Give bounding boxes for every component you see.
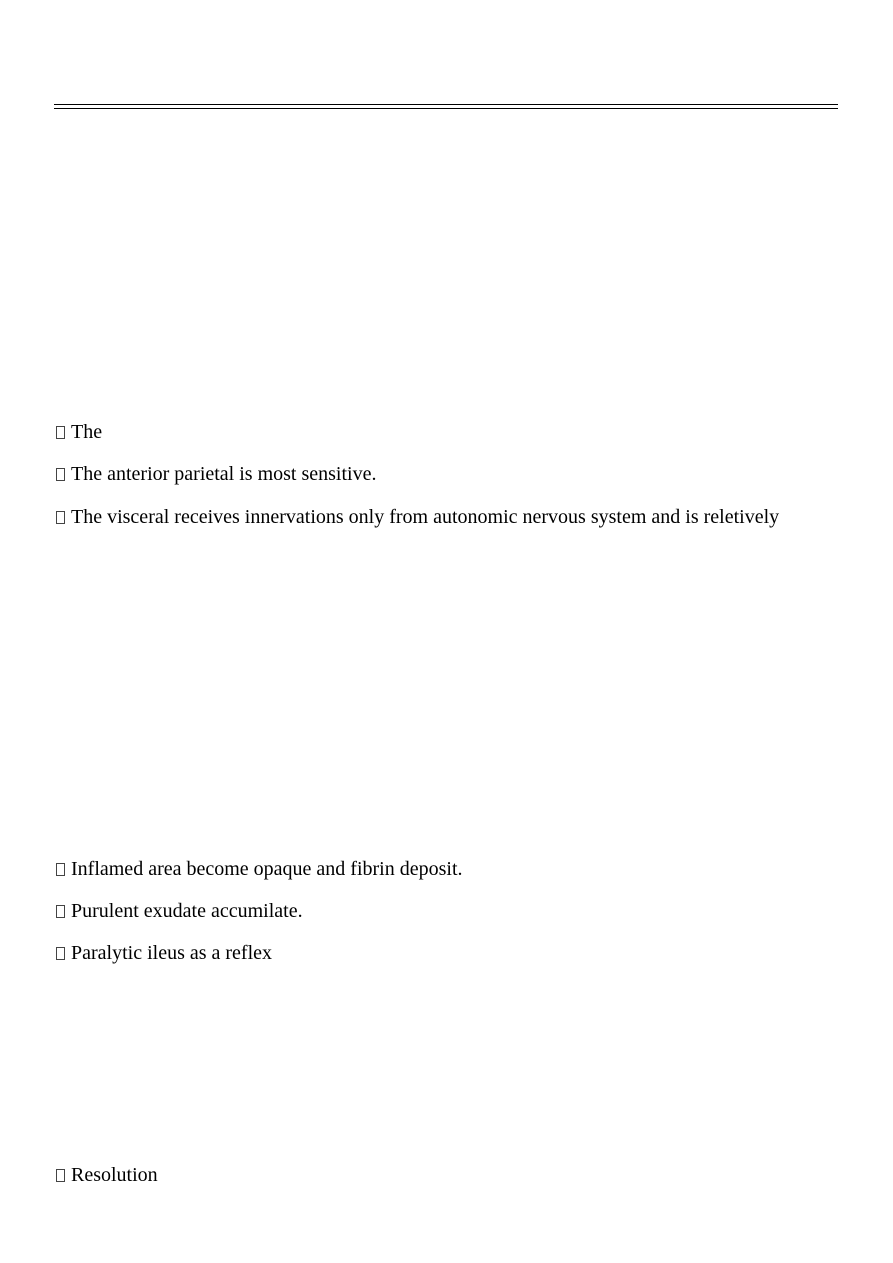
bullet-box-icon	[56, 947, 65, 960]
bullet-box-icon	[56, 511, 65, 524]
bullet-item	[56, 462, 376, 486]
bullet-box-icon	[56, 1169, 65, 1182]
bullet-text: Inflamed area become opaque and fibrin deposit.	[71, 858, 463, 880]
bullet-item	[56, 857, 463, 881]
bullet-item	[56, 505, 779, 529]
bullet-text: Paralytic ileus as a reflex	[71, 942, 273, 964]
bullet-box-icon	[56, 905, 65, 918]
bullet-box-icon	[56, 426, 65, 439]
bullet-text: The visceral receives innervations only from autonomic nervous system and is reletively	[71, 506, 780, 528]
bullet-item	[56, 1163, 158, 1187]
bullet-text: Purulent exudate accumilate.	[71, 900, 303, 922]
bullet-box-icon	[56, 468, 65, 481]
bullet-text: The	[71, 421, 103, 443]
header-double-rule	[54, 104, 838, 109]
bullet-item	[56, 899, 303, 923]
bullet-box-icon	[56, 863, 65, 876]
bullet-text: Resolution	[71, 1164, 158, 1186]
bullet-text: The anterior parietal is most sensitive.	[71, 463, 377, 485]
bullet-item	[56, 941, 272, 965]
bullet-item	[56, 420, 102, 444]
